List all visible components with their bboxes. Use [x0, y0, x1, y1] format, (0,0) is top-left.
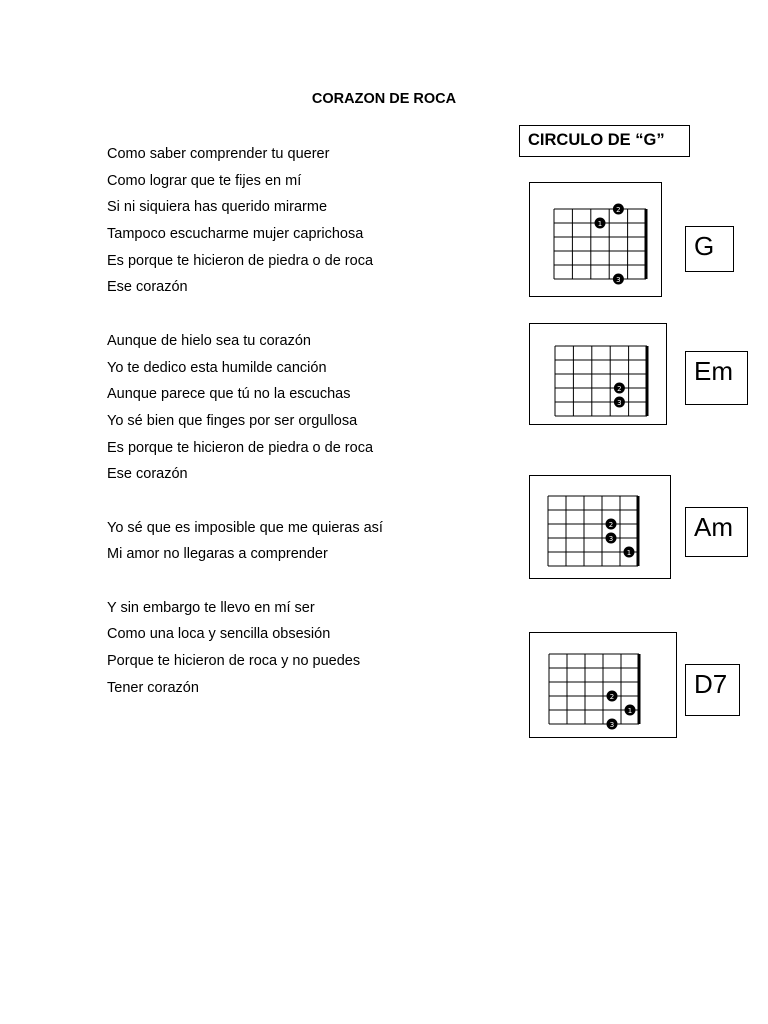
chord-diagram-d7	[529, 632, 677, 738]
lyric-line: Es porque te hicieron de piedra o de roca	[107, 252, 374, 269]
lyric-line: Mi amor no llegaras a comprender	[107, 546, 328, 563]
finger-number: 2	[616, 205, 621, 214]
finger-number: 3	[608, 534, 614, 543]
lyric-line: Si ni siquiera has querido mirarme	[107, 199, 328, 216]
fretboard-am	[530, 476, 672, 580]
finger-number: 1	[626, 548, 632, 557]
lyric-line: Como una loca y sencilla obsesión	[107, 626, 331, 643]
chord-diagram-em	[529, 323, 667, 425]
finger-number: 3	[617, 398, 622, 407]
lyric-line: Ese corazón	[107, 279, 188, 296]
lyric-line: Ese corazón	[107, 466, 188, 483]
lyric-line: Y sin embargo te llevo en mí ser	[107, 599, 315, 616]
lyrics	[107, 145, 383, 732]
finger-number: 3	[616, 275, 621, 284]
fretboard-d7	[530, 633, 678, 739]
lyric-line: Aunque de hielo sea tu corazón	[107, 332, 311, 349]
lyric-line: Porque te hicieron de roca y no puedes	[107, 653, 361, 670]
chord-name-em: Em	[685, 351, 748, 405]
chord-diagram-g	[529, 182, 662, 297]
finger-number: 2	[617, 384, 622, 393]
chord-name-am: Am	[685, 507, 748, 557]
stanza-4	[107, 599, 383, 706]
finger-number: 2	[609, 692, 615, 701]
fretboard-em	[530, 324, 668, 426]
lyric-line: Tener corazón	[107, 679, 199, 696]
song-title: CORAZON DE ROCA	[311, 91, 457, 107]
lyric-line: Como saber comprender tu querer	[107, 146, 330, 162]
lyric-line: Es porque te hicieron de piedra o de roca	[107, 439, 374, 456]
lyric-line: Como lograr que te fijes en mí	[107, 172, 302, 189]
finger-number: 1	[597, 219, 603, 228]
finger-number: 3	[609, 720, 615, 729]
lyric-line: Yo sé que es imposible que me quieras así	[107, 519, 383, 536]
lyric-line: Yo sé bien que finges por ser orgullosa	[107, 412, 358, 429]
lyric-line: Tampoco escucharme mujer caprichosa	[107, 226, 364, 243]
chord-circle-heading: CIRCULO DE “G”	[519, 125, 690, 157]
chord-diagram-am	[529, 475, 671, 579]
stanza-1	[107, 145, 383, 305]
chord-name-d7: D7	[685, 664, 740, 716]
stanza-3	[107, 519, 383, 572]
fretboard-g	[530, 183, 663, 298]
finger-number: 2	[608, 520, 614, 529]
lyric-line: Aunque parece que tú no la escuchas	[107, 386, 351, 403]
lyric-line: Yo te dedico esta humilde canción	[107, 359, 327, 376]
chord-name-g: G	[685, 226, 734, 272]
stanza-2	[107, 332, 383, 492]
finger-number: 1	[627, 706, 633, 715]
